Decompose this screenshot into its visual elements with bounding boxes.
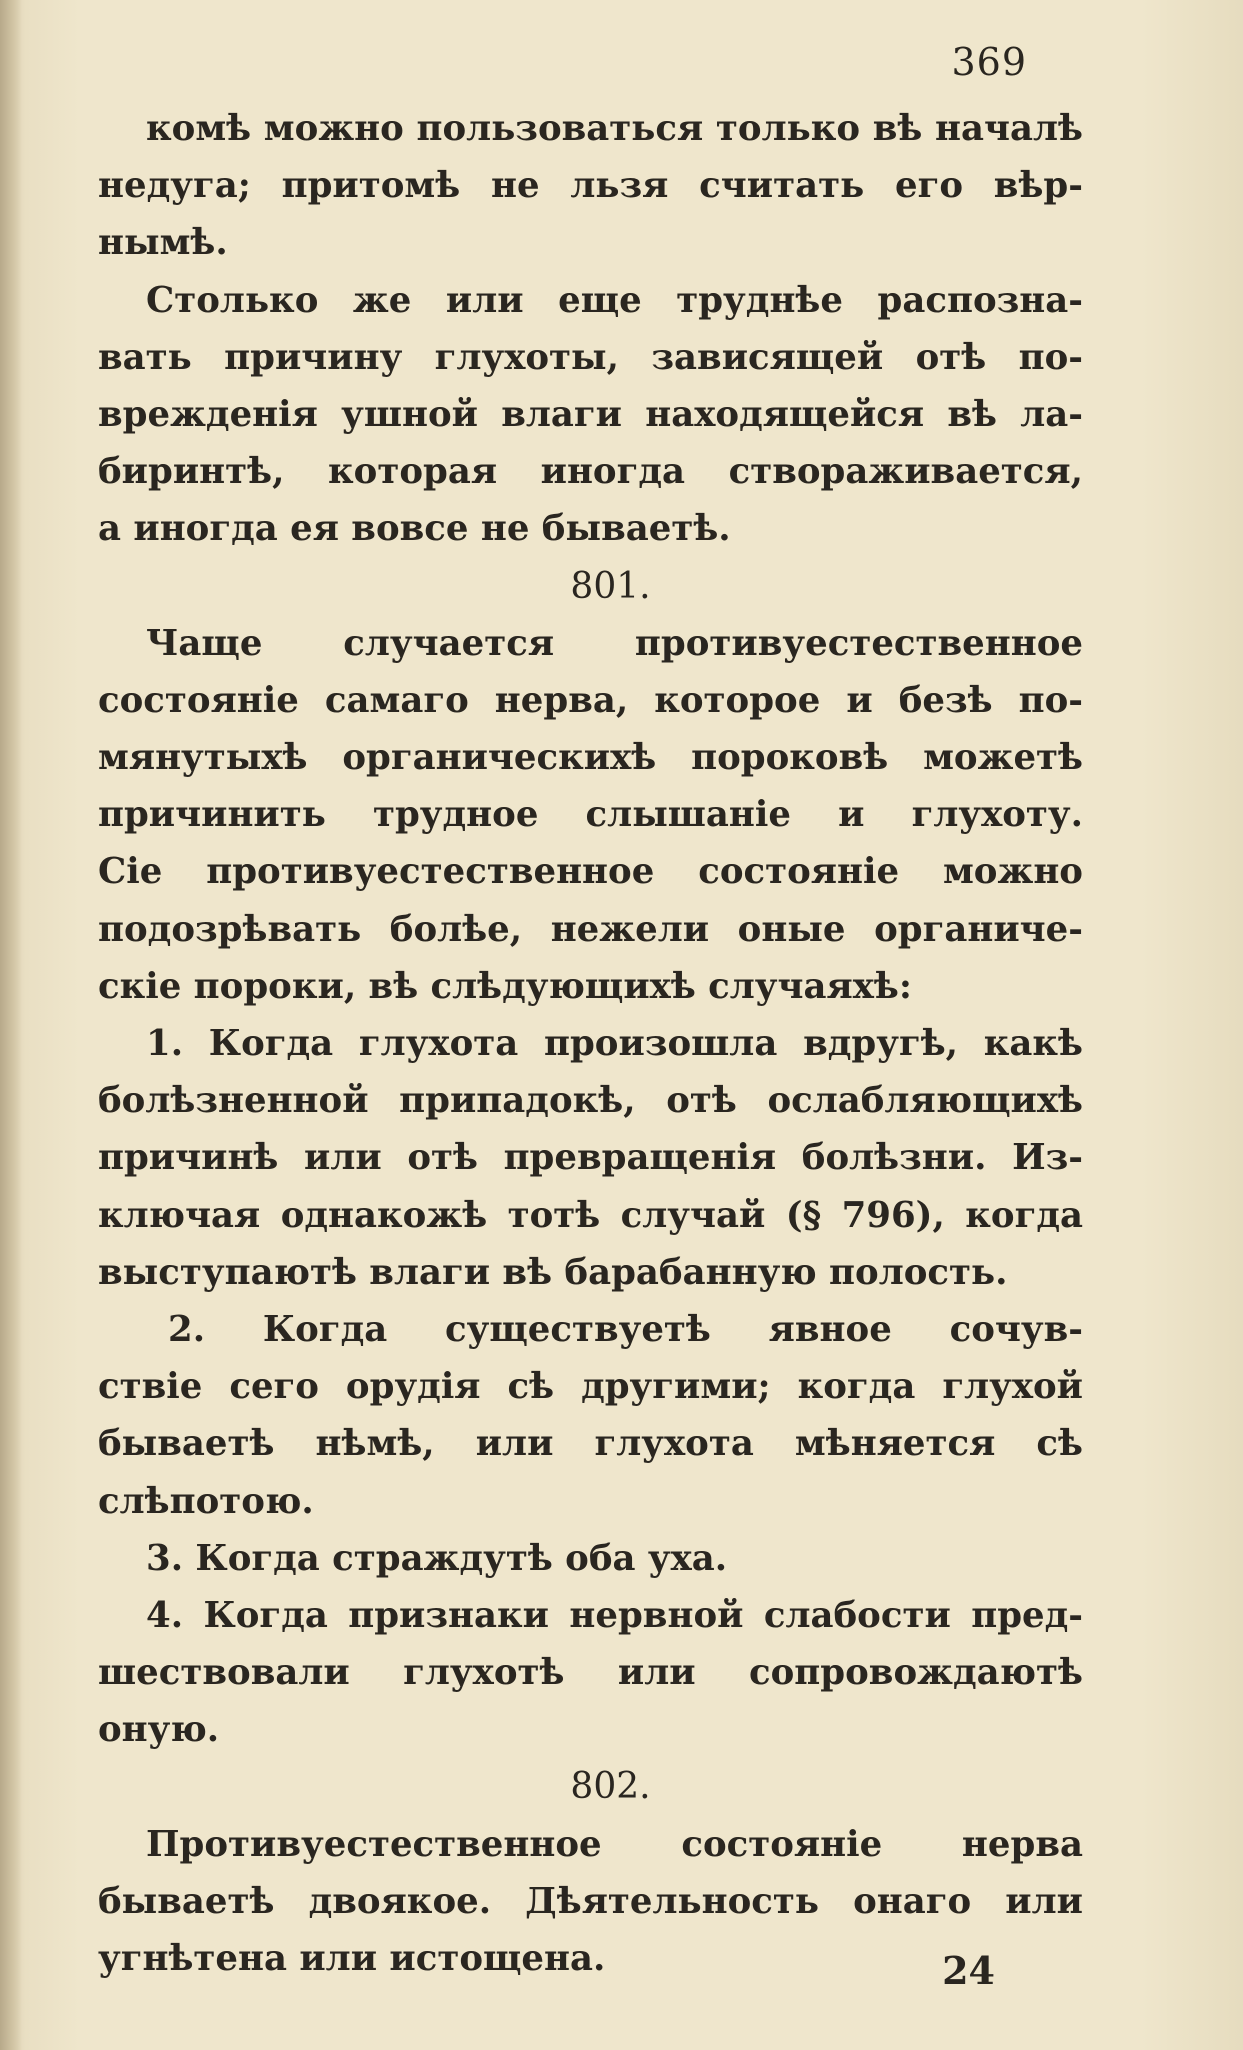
text-line: скіе пороки, вѣ слѣдующихѣ случаяхѣ: [98, 965, 912, 1007]
text-line: комѣ можно пользоваться только вѣ началѣ [146, 108, 1083, 149]
paragraph [98, 1530, 1083, 1587]
text-line: шествовали глухотѣ или сопровождаютѣ [98, 1652, 1083, 1694]
text-line: нымѣ. [98, 222, 228, 264]
text-line: оную. [98, 1709, 220, 1751]
text-line: 4. Когда признаки нервной слабости пред- [146, 1594, 1083, 1636]
text-line: недуга; притомѣ не льзя считать его вѣр- [98, 165, 1083, 207]
text-column [98, 100, 1083, 1987]
page-number: 369 [951, 40, 1027, 84]
text-line: вать причину глухоты, зависящей отѣ по- [98, 336, 1083, 378]
text-line: 2. Когда существуетѣ явное сочув- [168, 1308, 1083, 1350]
paragraph [98, 1301, 1083, 1530]
paragraph [98, 272, 1083, 558]
text-line: мянутыхѣ органическихѣ пороковѣ можетѣ [98, 737, 1083, 779]
section-number: 802. [570, 1766, 651, 1808]
text-line: врежденія ушной влаги находящейся вѣ ла- [98, 393, 1083, 435]
text-line: Чаще случается противуестественное [146, 622, 1083, 664]
paragraph [98, 100, 1083, 272]
text-line: состояніе самаго нерва, которое и безѣ по- [98, 679, 1083, 721]
text-line: болѣзненной припадокѣ, отѣ ослабляющихѣ [98, 1080, 1083, 1122]
text-line: ключая однакожѣ тотѣ случай (§ 796), когда [98, 1194, 1083, 1236]
text-line: выступаютѣ влаги вѣ барабанную полость. [98, 1251, 1008, 1293]
paragraph [98, 1015, 1083, 1301]
text-line: бываетѣ нѣмѣ, или глухота мѣняется сѣ [98, 1423, 1083, 1465]
text-line: слѣпотою. [98, 1480, 314, 1522]
text-line: 1. Когда глухота произошла вдругѣ, какѣ [146, 1023, 1083, 1064]
text-line: бываетѣ двоякое. Дѣятельность онаго или [98, 1880, 1083, 1922]
text-line: ствіе сего орудія сѣ другими; когда глухой [98, 1366, 1083, 1408]
paragraph [98, 615, 1083, 1015]
page-binding-edge [0, 0, 22, 2050]
text-line: причинѣ или отѣ превращенія болѣзни. Из- [98, 1137, 1083, 1179]
signature-mark: 24 [942, 1948, 995, 1993]
text-line: причинить трудное слышаніе и глухоту. [98, 794, 1083, 836]
text-line: Столько же или еще труднѣе распозна- [146, 279, 1083, 321]
text-line: а иногда ея вовсе не бываетѣ. [98, 508, 731, 550]
paragraph [98, 1587, 1083, 1759]
text-line: подозрѣвать болѣе, нежели оные органиче- [98, 908, 1083, 950]
paragraph [98, 1816, 1083, 1988]
text-line: 3. Когда страждутѣ оба уха. [146, 1537, 728, 1579]
section-number: 801. [570, 565, 651, 607]
text-line: биринтѣ, которая иногда створаживается, [98, 451, 1083, 493]
text-line: Сіе противуестественное состояніе можно [98, 851, 1083, 893]
text-line: угнѣтена или истощена. [98, 1938, 606, 1979]
text-line: Противуестественное состояніе нерва [146, 1823, 1083, 1865]
